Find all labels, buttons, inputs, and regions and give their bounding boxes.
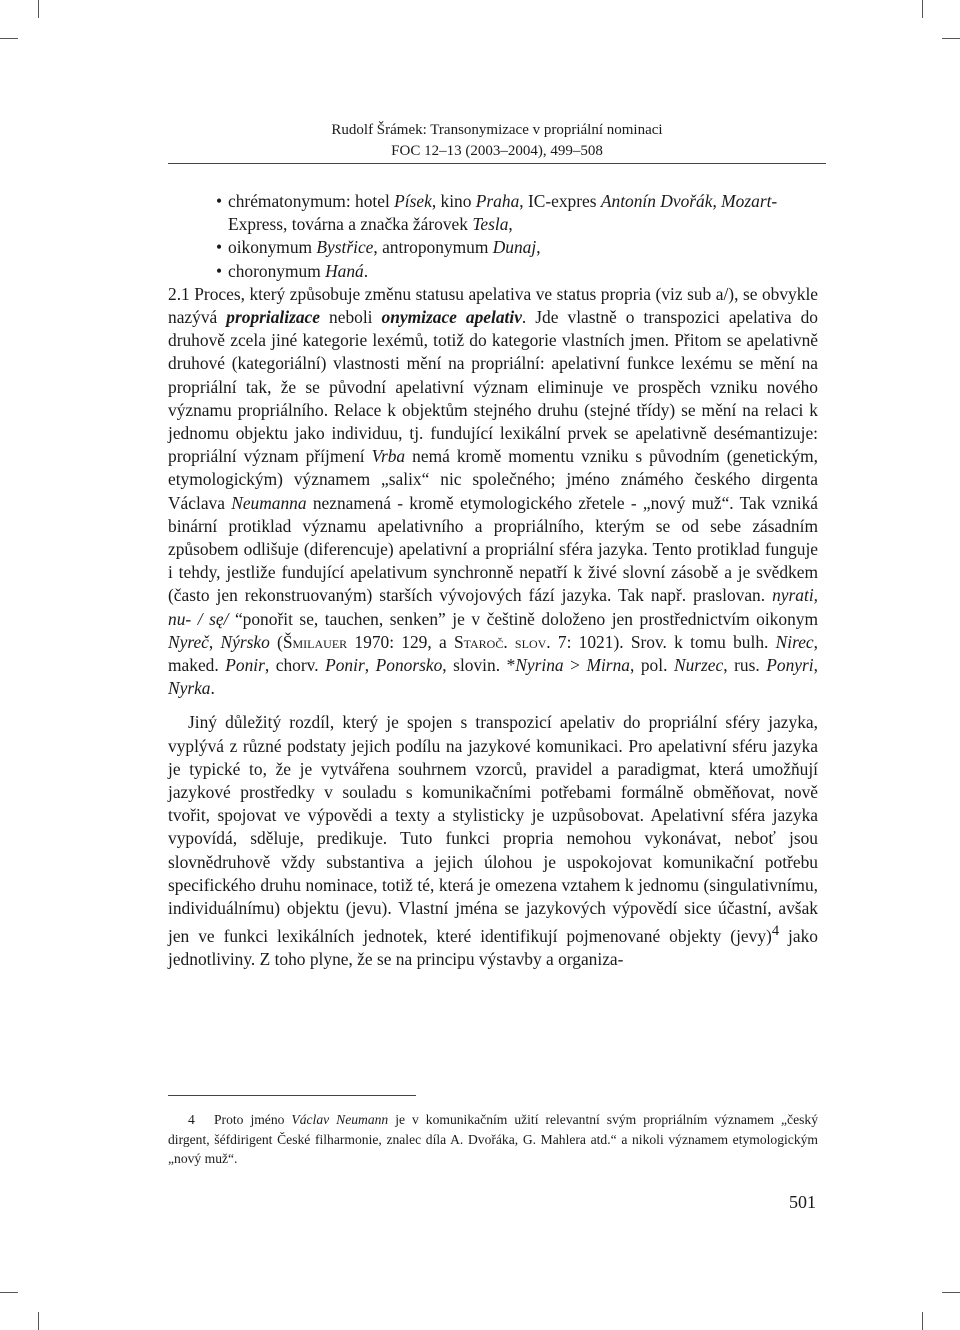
bullet-icon: • (216, 237, 223, 258)
crop-mark (942, 38, 960, 39)
italic-term: Vrba (371, 446, 406, 467)
text-run: , antroponymum (373, 237, 493, 258)
italic-term: Nýrsko (220, 631, 270, 652)
paragraph-proprializace (168, 283, 818, 701)
page-number: 501 (789, 1192, 816, 1212)
text-run: , rus. (723, 655, 767, 676)
italic-term: Nyrka (168, 678, 211, 699)
italic-term: Nyreč (168, 631, 209, 652)
italic-term: Nirec (775, 631, 814, 652)
small-caps-run: milauer (292, 631, 348, 652)
italic-term: Bystřice (316, 237, 374, 258)
term-bold-italic: onymizace apelativ (381, 307, 522, 328)
crop-mark (38, 1312, 39, 1330)
crop-mark (922, 1312, 923, 1330)
crop-mark (38, 0, 39, 18)
term-bold-italic: proprializace (226, 307, 320, 328)
text-run: chrématonymum: hotel (228, 191, 395, 211)
text-run: , (364, 655, 376, 676)
italic-term: nyrati, nu- / sę/ (168, 585, 818, 629)
italic-term: Antonín Dvořák (600, 191, 713, 211)
italic-term: Nyrina (515, 655, 564, 676)
text-run: , (508, 214, 513, 235)
text-run: -Express, továrna a značka žárovek (228, 191, 778, 235)
text-run: , (208, 631, 221, 652)
text-run: je v komunikačním užití relevantní svým propriálním významem „český dirgent, šéfdirigent České filharmonie, znalec díla A. Dvořáka, G. Mahlera atd.“ a nikoli významem etymologickým „nový muž“. (168, 1112, 818, 1167)
small-caps-run: taroč. slov. (463, 631, 551, 652)
text-run: Jiný důležitý rozdíl, který je spojen s transpozicí apelativ do propriální sféry jazyka, vyplývá z různé podstaty jejich podílu na jazykové komunikaci. Pro apelativní sféru jazyka je typické to, že je vytvářena souhrnem vzorců, pravidel a paradigmat, která umožňují jazykové prostředky v souladu s komunikačními potřebami formálně obměňovat, nově tvořit, spojovat ve výpovědi a texty a stylisticky je uzpůsobovat. Apelativní sféra jazyka vypovídá, sděluje, predikuje. Tuto funkci propria nemohou vykonávat, neboť jsou slovnědruhově vždy substantiva a jejich úlohou je uspokojovat komunikační potřebu specifického druhu nominace, totiž té, která je omezena vztahem k jednomu (singulativnímu, individuálnímu) objektu (jevu). Vlastní jména se jazykových výpovědí sice účastní, avšak jen ve funkci lexikálních jednotek, které identifikují pojmenované objekty (jevy) (168, 712, 818, 947)
text-run: , kino (431, 191, 476, 211)
running-header (168, 120, 826, 162)
italic-term: Ponir (225, 655, 265, 676)
text-run: . (363, 260, 369, 281)
italic-term: Mirna (586, 655, 630, 676)
example-list (168, 190, 818, 283)
italic-term: Václav Neumann (291, 1112, 389, 1127)
italic-term: Tesla (472, 214, 509, 235)
text-run: , IC-expres (519, 191, 601, 211)
bullet-icon: • (216, 191, 223, 211)
text-run: . (210, 678, 215, 699)
text-run: . Jde vlastně o transpozici apelativa do druhově zcela jiné kategorie lexémů, totiž do kategorie vlastních jmen. Přitom se apelativně druhové (kategoriální) vlastnosti mění na propriální: apelativní funkce lexému se mění na propriální tak, že se původní apelativní význam eliminuje ve prospěch vzniku nového významu propriálního. Relace k objektům stejného druhu (stejné třídy) se mění na relaci k jednomu objektu jako individuu, tj. fundující lexikální prvek se apelativně desémantizuje: propriální význam příjmení (168, 307, 818, 467)
text-run: , slovin. * (442, 655, 516, 676)
header-rule (168, 163, 826, 164)
text-run: 1970: 129, a S (347, 631, 464, 652)
text-run: Proto jméno (214, 1112, 292, 1127)
text-run: “ponořit se, tauchen, senken” je v češtině doloženo jen prostřednictvím oikonym (228, 608, 818, 629)
footnote-number: 4 (188, 1112, 195, 1127)
header-author-title: Rudolf Šrámek: Transonymizace v propriální nominaci (331, 122, 663, 138)
text-run: (Š (269, 631, 293, 652)
italic-term: Písek (394, 191, 432, 211)
list-item (168, 236, 818, 259)
crop-mark (942, 1292, 960, 1293)
italic-term: Dunaj (492, 237, 537, 258)
header-journal-citation: FOC 12–13 (2003–2004), 499–508 (391, 143, 603, 159)
list-item (168, 190, 818, 236)
text-run: , (813, 655, 818, 676)
text-run: jako jednotliviny. Z toho plyne, že se na principu výstavby a organiza- (168, 926, 818, 970)
text-run: , maked. (168, 631, 818, 676)
footnote-reference: 4 (771, 923, 780, 940)
text-run: , (536, 237, 541, 258)
crop-mark (922, 0, 923, 18)
crop-mark (0, 1292, 18, 1293)
footnote-rule (168, 1095, 416, 1096)
text-run: neznamená - kromě etymologického zřetele - „nový muž“. Tak vzniká binární protiklad významu apelativního a propriálního, kterým se od sebe zásadním způsobem odlišuje (diferencuje) apelativní a propriální sféra jazyka. Tento protiklad funguje i tehdy, jestliže fundující apelativum synchronně nepatří k živé slovní zásobě a je svědkem (často jen rekonstruovaným) starších vývojových fází jazyka. Tak např. praslovan. (168, 492, 818, 606)
italic-term: Neumanna (231, 492, 307, 513)
italic-term: Ponir (325, 655, 365, 676)
text-run: choronymum (228, 260, 326, 281)
text-run: > (563, 655, 587, 676)
italic-term: Ponorsko (375, 655, 443, 676)
text-run: neboli (320, 307, 382, 328)
italic-term: Mozart (721, 191, 772, 211)
text-run: oikonymum (228, 237, 317, 258)
footnote (168, 1110, 818, 1169)
paragraph-second (168, 711, 818, 971)
italic-term: Ponyri (766, 655, 814, 676)
text-run: 7: 1021). Srov. k tomu bulh. (550, 631, 776, 652)
crop-mark (0, 38, 18, 39)
bullet-icon: • (216, 260, 223, 281)
list-item (168, 260, 818, 283)
main-text (168, 190, 818, 972)
text-run: , (712, 191, 722, 211)
text-run: , pol. (629, 655, 674, 676)
text-run: nemá kromě momentu vzniku s původním (genetickým, etymologickým) významem „salix“ nic společného; jméno známého českého dirgenta Václava (168, 446, 819, 513)
italic-term: Nurzec (673, 655, 724, 676)
text-run: 2.1 Proces, který způsobuje změnu statusu apelativa ve status propria (viz sub a/), se obvykle nazývá (168, 283, 818, 328)
italic-term: Praha (475, 191, 520, 211)
italic-term: Haná (325, 260, 364, 281)
text-run: , chorv. (264, 655, 326, 676)
